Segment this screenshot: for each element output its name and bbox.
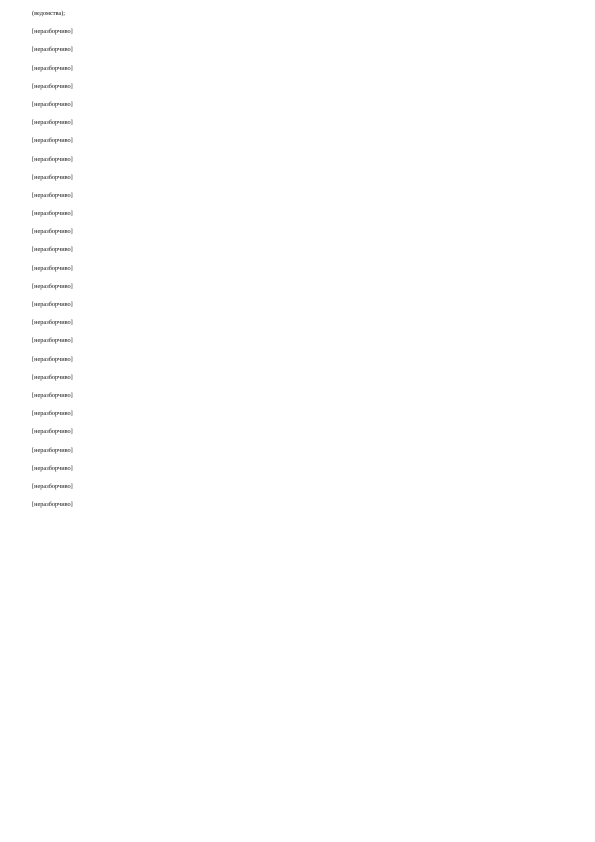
section-heading-paragraph: [неразборчиво] (32, 155, 73, 163)
paragraph: [неразборчиво] (32, 355, 73, 363)
paragraph: [неразборчиво] (32, 191, 73, 199)
paragraph: [неразборчиво] (32, 264, 73, 272)
paragraph: [неразборчиво] (32, 464, 73, 472)
paragraph: [неразборчиво] (32, 446, 73, 454)
paragraph: [неразборчиво] (32, 119, 73, 127)
paragraph: [неразборчиво] (32, 210, 73, 218)
paragraph: [неразборчиво] (32, 282, 73, 290)
paragraph: [неразборчиво] (32, 100, 73, 108)
paragraph: [неразборчиво] (32, 391, 73, 399)
section-heading-paragraph: [неразборчиво] (32, 319, 73, 327)
paragraph: [неразборчиво] (32, 46, 73, 54)
paragraph: [неразборчиво] (32, 173, 73, 181)
paragraph: (ведомства); (32, 10, 66, 17)
paragraph: [неразборчиво] (32, 301, 73, 308)
paragraph: [неразборчиво] (32, 410, 73, 418)
section-heading-paragraph: [неразборчиво] (32, 482, 73, 490)
paragraph: [неразборчиво] (32, 337, 73, 345)
paragraph: [неразборчиво] (32, 373, 73, 381)
paragraph: [неразборчиво] (32, 64, 73, 72)
paragraph: [неразборчиво] (32, 28, 73, 36)
paragraph: [неразборчиво] (32, 137, 73, 145)
paragraph: [неразборчиво] (32, 428, 73, 436)
paragraph: [неразборчиво] (32, 228, 73, 236)
paragraph: [неразборчиво] (32, 82, 73, 90)
paragraph: [неразборчиво] (32, 246, 73, 254)
paragraph: [неразборчиво] (32, 501, 73, 509)
